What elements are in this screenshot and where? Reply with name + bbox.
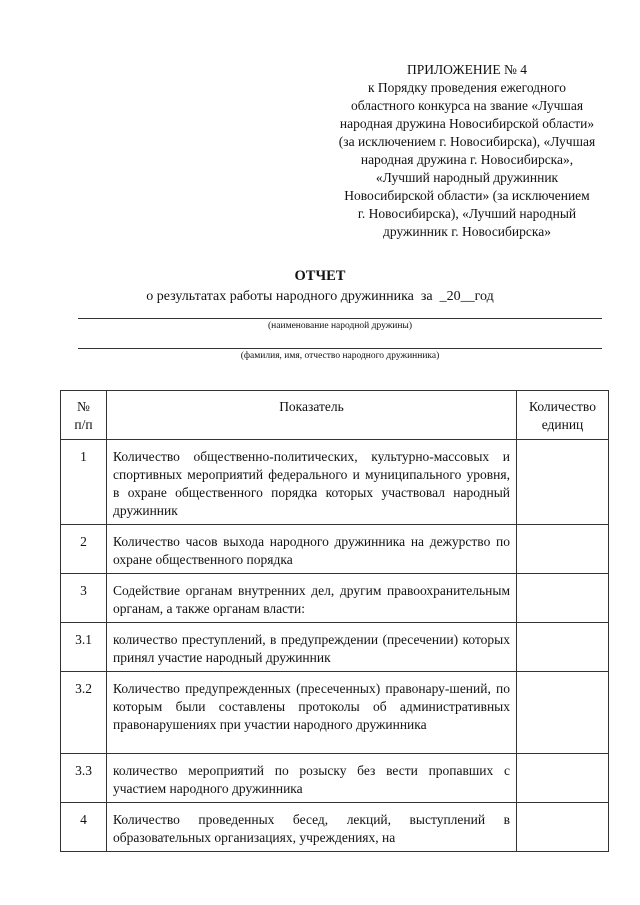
row-number: 3: [61, 574, 107, 623]
row-number: 4: [61, 803, 107, 852]
appendix-line: областного конкурса на звание «Лучшая: [350, 98, 584, 113]
appendix-line: дружинник г. Новосибирска»: [383, 224, 551, 239]
table-row: [61, 623, 609, 672]
person-name-caption: (фамилия, имя, отчество народного дружинника): [240, 351, 440, 361]
row-number: 1: [61, 440, 107, 525]
header-num: № п/п: [61, 391, 107, 440]
row-indicator: количество преступлений, в предупреждении (пресечении) которых принял участие народный дружинник: [107, 623, 517, 672]
row-indicator: Количество часов выхода народного дружинника на дежурство по охране общественного порядка: [107, 525, 517, 574]
appendix-line: г. Новосибирска), «Лучший народный: [357, 206, 577, 221]
row-quantity[interactable]: [517, 574, 609, 623]
row-indicator: Содействие органам внутренних дел, другим правоохранительным органам, а также органам власти:: [107, 574, 517, 623]
row-indicator: Количество общественно-политических, культурно-массовых и спортивных мероприятий федерального и муниципального уровня, в охране общественного порядка которых участвовал народный дружинник: [107, 440, 517, 525]
row-quantity[interactable]: [517, 672, 609, 754]
appendix-line: народная дружина Новосибирской области»: [339, 116, 595, 131]
row-number: 3.1: [61, 623, 107, 672]
table-row: [61, 803, 609, 852]
row-indicator: Количество предупрежденных (пресеченных) правонару-шений, по которым были составлены протоколы об административных правонарушениях при участии народного дружинника: [107, 672, 517, 754]
person-name-line: [78, 348, 602, 349]
squad-name-caption: (наименование народной дружины): [268, 321, 412, 331]
row-indicator: количество мероприятий по розыску без вести пропавших с участием народного дружинника: [107, 754, 517, 803]
table-row: [61, 754, 609, 803]
row-number: 2: [61, 525, 107, 574]
row-quantity[interactable]: [517, 754, 609, 803]
appendix-block: [300, 61, 634, 241]
row-quantity[interactable]: [517, 623, 609, 672]
row-quantity[interactable]: [517, 803, 609, 852]
header-indicator: Показатель: [107, 391, 517, 440]
table-row: [61, 440, 609, 525]
row-quantity[interactable]: [517, 525, 609, 574]
row-number: 3.2: [61, 672, 107, 754]
appendix-line: ПРИЛОЖЕНИЕ № 4: [406, 62, 528, 77]
appendix-line: народная дружина г. Новосибирска»,: [360, 152, 574, 167]
squad-name-line: [78, 318, 602, 319]
appendix-line: Новосибирской области» (за исключением: [344, 188, 590, 203]
appendix-line: «Лучший народный дружинник: [375, 170, 559, 185]
row-quantity[interactable]: [517, 440, 609, 525]
appendix-line: к Порядку проведения ежегодного: [368, 80, 566, 95]
report-table: [60, 390, 609, 852]
report-subtitle: о результатах работы народного дружинника за _20__год: [146, 289, 494, 304]
table-header-row: [61, 391, 609, 440]
table-row: [61, 574, 609, 623]
row-number: 3.3: [61, 754, 107, 803]
table-row: [61, 672, 609, 754]
appendix-line: (за исключением г. Новосибирска), «Лучшая: [338, 134, 596, 149]
report-title: ОТЧЕТ: [294, 268, 346, 284]
table-row: [61, 525, 609, 574]
header-quantity: Количество единиц: [517, 391, 609, 440]
row-indicator: Количество проведенных бесед, лекций, выступлений в образовательных организациях, учреждениях, на: [107, 803, 517, 852]
